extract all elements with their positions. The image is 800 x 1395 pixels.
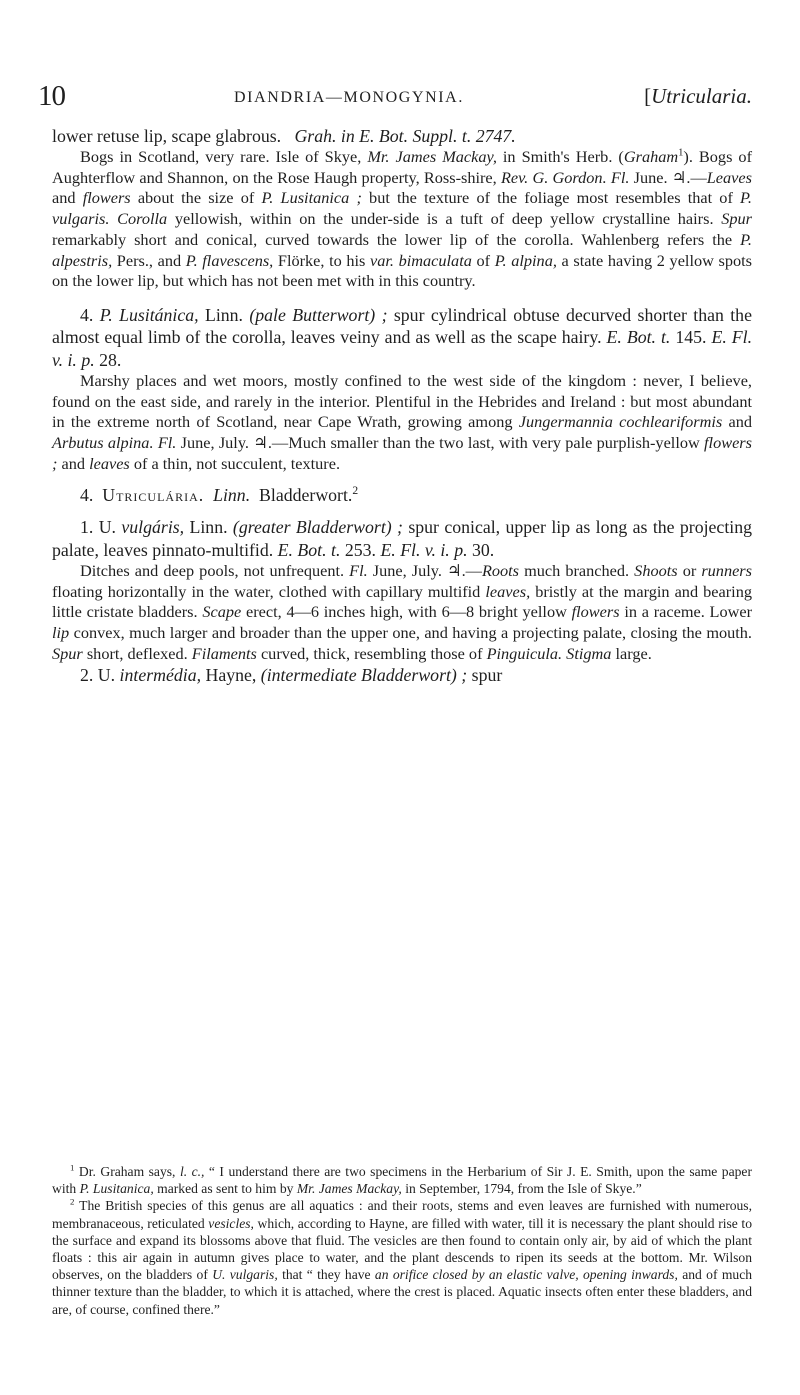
genus-num: 4. <box>80 485 94 506</box>
h3-t7: erect, 4—6 inches high, with 6—8 bright yellow <box>246 602 567 622</box>
footnote-1 <box>52 1163 752 1197</box>
u1-ref2: E. Fl. v. <box>380 539 436 560</box>
h1-person1: Mr. James Mackay, <box>367 147 497 166</box>
h2-fl: Fl. <box>157 432 177 452</box>
u2-desc: spur <box>471 665 503 686</box>
h1-t4: June. ♃.— <box>633 167 707 187</box>
h1-sp3: P. alpestris, <box>52 229 752 270</box>
h1-sp4: P. flavescens, <box>185 250 274 270</box>
footnote-ref-2[interactable]: 2 <box>352 484 359 498</box>
h1-fl: Fl. <box>610 167 630 187</box>
h1-t5: and <box>52 188 76 208</box>
fn2-t4: and of much thinner texture than the bladder, to which it is attached, where the crest is placed. Aquatic insects often enter these bladders, and are, of course, confined there.” <box>52 1267 753 1317</box>
h3-t4: or <box>682 560 697 580</box>
fn1-t1: Dr. Graham says, <box>78 1164 176 1179</box>
h1-corolla: Corolla <box>117 209 168 229</box>
h3-leaves: leaves, <box>485 581 531 601</box>
species-continuation <box>52 125 752 147</box>
h3-spur: Spur <box>52 643 83 663</box>
h3-pinguicula: Pinguicula. <box>486 643 563 663</box>
h1-t3: ). Bogs of Aughterflow and Shannon, on the Rose Haugh property, Ross-shire, <box>52 147 752 187</box>
u1-genus: U. <box>98 517 117 538</box>
sp4-ref1: E. Bot. t. <box>606 327 671 348</box>
species-heading-u-intermedia <box>52 664 752 686</box>
h2-t3: June, July. ♃.—Much smaller than the two last, with very pale purplish-yellow <box>180 432 700 452</box>
fn2-mark: 2 <box>70 1196 75 1207</box>
footnote-ref-1[interactable]: 1 <box>678 147 684 159</box>
h1-t13: a state having 2 yellow spots on the lower lip, but which has not been met with in this country. <box>52 250 752 291</box>
sp4-ref2: E. Fl. v. <box>52 327 753 370</box>
habitat-paragraph-3 <box>52 561 752 665</box>
h2-leaves: leaves <box>89 453 130 473</box>
fn1-sp: P. Lusitanica, <box>79 1181 154 1197</box>
h1-t8: yellowish, within on the under-side is a tuft of deep yellow crystalline hairs. <box>174 209 714 229</box>
h1-person3: Rev. G. Gordon. <box>500 167 607 187</box>
h1-leaves: Leaves <box>706 167 752 187</box>
h3-t3: much branched. <box>524 560 630 580</box>
u1-desc: spur conical, upper lip as long as the projecting palate, leaves pinnato-multifid. <box>52 517 752 560</box>
h3-t8: in a raceme. Lower <box>624 602 753 622</box>
h1-sp6: P. alpina, <box>494 250 557 270</box>
species-heading-u-vulgaris <box>52 516 752 561</box>
genus-running-title: [Utricularia. <box>644 84 752 108</box>
genus-running-title-text: Utricularia. <box>651 84 752 108</box>
h3-lip: lip <box>52 623 70 643</box>
h1-flowers: flowers <box>82 188 131 208</box>
u1-ref1: E. Bot. t. <box>277 539 341 560</box>
h3-filaments: Filaments <box>191 643 257 663</box>
h2-t2: and <box>728 412 753 432</box>
h1-t6: about the size of <box>137 188 255 208</box>
h1-t12: of <box>476 250 491 270</box>
fn2-vesicles: vesicles, <box>208 1215 254 1231</box>
u2-num: 2. <box>80 665 94 686</box>
h3-flowers: flowers <box>571 602 620 622</box>
genus-common: Bladderwort. <box>259 485 353 506</box>
u2-author: Hayne, <box>205 665 257 686</box>
h1-t11: Flörke, to his <box>277 250 366 270</box>
h3-stigma: Stigma <box>566 643 612 663</box>
h3-t12: large. <box>615 643 652 663</box>
h1-sp5: var. bimaculata <box>370 250 472 270</box>
h1-sp2: P. vulgaris. <box>52 188 752 229</box>
footnotes <box>52 1163 752 1318</box>
sp4-num: 4. <box>80 304 94 325</box>
h2-t1: Marshy places and wet moors, mostly confined to the west side of the kingdom : never, I believe, found on the east side, and rarely in the interior. Plentiful in the Hebrides and Ireland : but most abundant in the extreme north of Scotland, near Cape Wrath, growing among <box>52 370 752 432</box>
fn1-lc: l. c., <box>179 1164 205 1179</box>
genus-name: Utriculária. <box>102 485 205 506</box>
u1-common: (greater Bladderwort) ; <box>232 517 403 538</box>
h3-t2: June, July. ♃.— <box>372 560 482 580</box>
sp4-ref1-num: 145. <box>675 327 707 348</box>
u1-name: vulgáris, <box>121 517 185 538</box>
genus-heading-utricularia <box>52 484 752 506</box>
u1-ref2-num: 30. <box>471 539 495 560</box>
h3-scape: Scape <box>202 602 242 622</box>
h3-fl: Fl. <box>349 560 368 580</box>
h3-t11: curved, thick, resembling those of <box>260 643 483 663</box>
u1-ref1-num: 253. <box>344 539 376 560</box>
h3-runners: runners <box>701 560 752 580</box>
page-header <box>38 80 752 112</box>
fn1-t3: marked as sent to him by <box>157 1181 294 1197</box>
continuation-reference: Grah. in E. Bot. Suppl. t. 2747. <box>294 126 516 146</box>
sp4-author: Linn. <box>204 304 243 325</box>
footnote-2 <box>52 1197 752 1317</box>
fn2-t1: The British species of this genus are all aquatics : and their roots, stems and even leaves are furnished with numerous, membranaceous, reticulated <box>52 1198 752 1231</box>
h1-t9: remarkably short and conical, curved towards the lower lip of the corolla. Wahlenberg refers the <box>52 229 733 249</box>
h3-roots: Roots <box>481 560 520 580</box>
fn1-mark: 1 <box>70 1162 75 1173</box>
u2-name: intermédia, <box>119 665 202 686</box>
sp4-ref2-num: 28. <box>99 349 122 370</box>
running-head: DIANDRIA—MONOGYNIA. <box>234 89 464 106</box>
h1-person2: Graham <box>623 147 679 166</box>
fn1-t4: in September, 1794, from the Isle of Skye.” <box>405 1181 642 1197</box>
sp4-ref2-page: i. p. <box>67 349 95 370</box>
u1-ref2-page: i. p. <box>440 539 468 560</box>
fn2-sp: U. vulgaris, <box>212 1267 278 1283</box>
h2-t4: and <box>61 453 86 473</box>
habitat-paragraph-2 <box>52 371 752 475</box>
sp4-name: P. Lusitánica, <box>99 304 199 325</box>
u1-author: Linn. <box>189 517 228 538</box>
fn2-t3: that “ they have <box>282 1267 371 1283</box>
h2-sp2: Arbutus alpina. <box>52 432 154 452</box>
h3-t6: bristly at the margin and bearing little cristate bladders. <box>52 581 752 622</box>
u2-common: (intermediate Bladderwort) ; <box>260 665 468 686</box>
continuation-text: lower retuse lip, scape glabrous. <box>52 126 282 146</box>
h1-t2: in Smith's Herb. ( <box>502 147 624 166</box>
genus-author: Linn. <box>213 485 251 506</box>
h3-t5: floating horizontally in the water, clothed with capillary multifid <box>52 581 481 601</box>
h2-flowers: flowers ; <box>52 432 752 473</box>
h3-t9: convex, much larger and broader than the upper one, and having a projecting palate, closing the mouth. <box>73 623 753 643</box>
fn1-person: Mr. James Mackay, <box>296 1181 402 1197</box>
u1-num: 1. <box>80 517 94 538</box>
h3-t1: Ditches and deep pools, not unfrequent. <box>80 560 345 580</box>
h1-t1: Bogs in Scotland, very rare. Isle of Skye, <box>80 147 362 166</box>
h2-sp1: Jungermannia cochleariformis <box>518 412 723 432</box>
h3-shoots: Shoots <box>634 560 678 580</box>
species-heading-p-lusitanica <box>52 304 752 371</box>
h2-t5: of a thin, not succulent, texture. <box>133 453 341 473</box>
fn2-quote: an orifice closed by an elastic valve, opening inwards, <box>374 1267 678 1283</box>
h1-sp1: P. Lusitanica ; <box>261 188 362 208</box>
page-number: 10 <box>38 80 65 112</box>
fn1-t2: “ I understand there are two specimens in the Herbarium of Sir J. E. Smith, upon the same paper with <box>52 1164 752 1197</box>
u2-genus: U. <box>97 665 116 686</box>
h1-t7: but the texture of the foliage most resembles that of <box>369 188 733 208</box>
fn2-t2: which, according to Hayne, are filled with water, till it is necessary the plant should rise to the surface and expand its blossoms above that fluid. The vesicles are then found to contain only air, by aid of which the plant floats : this air again in autumn gives place to water, and the plant descends to ripen its seeds at the bottom. Mr. Wilson observes, on the bladders of <box>52 1215 752 1283</box>
sp4-desc: spur cylindrical obtuse decurved shorter than the almost equal limb of the corolla, leaves veiny and as well as the scape hairy. <box>52 304 752 348</box>
h1-t10: Pers., and <box>116 250 182 270</box>
h3-t10: short, deflexed. <box>86 643 188 663</box>
sp4-common: (pale Butterwort) ; <box>249 304 388 325</box>
habitat-paragraph-1 <box>52 147 752 292</box>
h1-spur: Spur <box>721 209 752 229</box>
main-text <box>52 125 752 687</box>
